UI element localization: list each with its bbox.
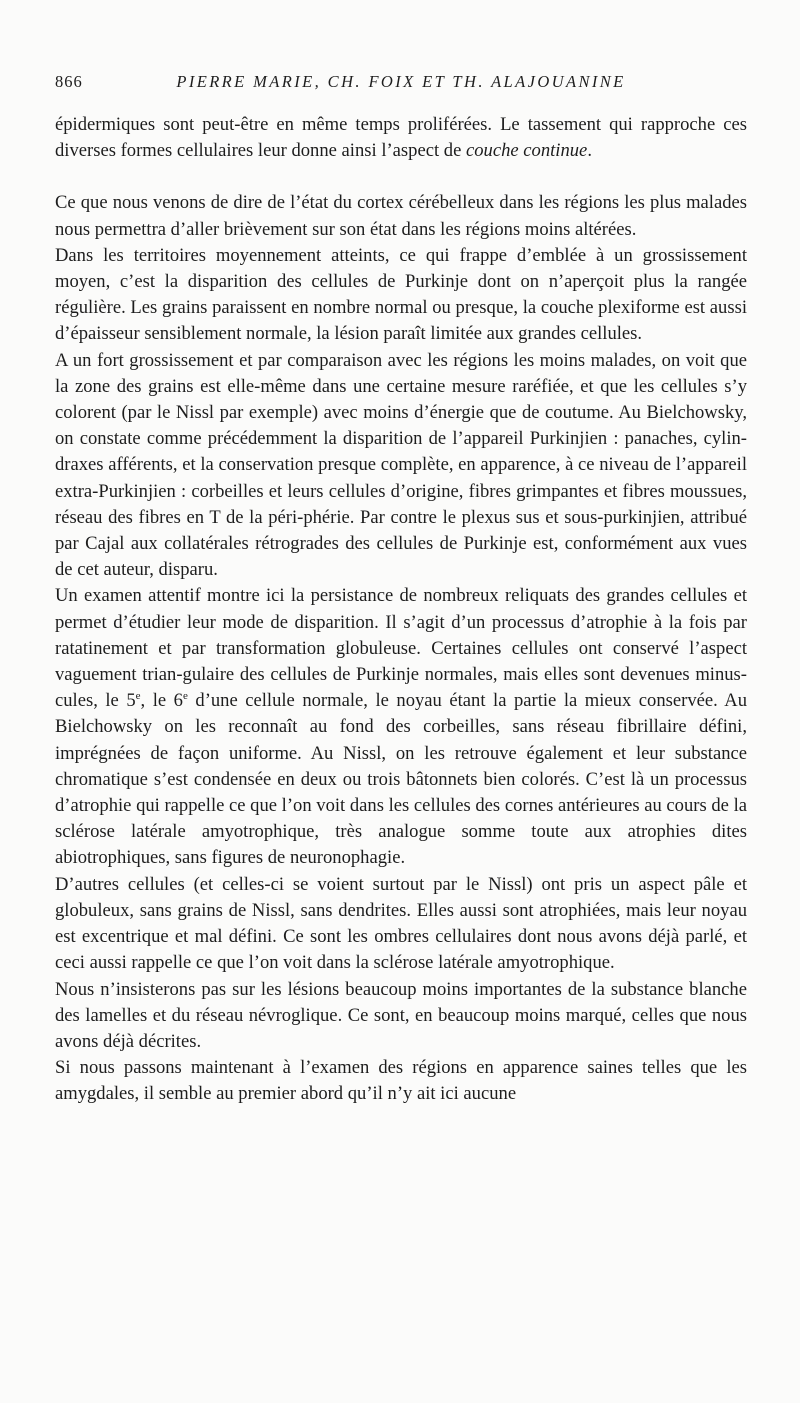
text-run: Un examen attentif montre ici la persistance de nombreux reliquats des grandes cellules et permet d’étudier leur mode de disparition. Il s’agit d’un processus d’atrophie à la fois par ratatinement et par transformation globuleuse. Certaines cellules ont conservé l’aspect vaguement trian-gulaire des cellules de Purkinje normales, mais elles sont devenues minus-cules, le 5 [55, 585, 747, 712]
paragraph: D’autres cellules (et celles-ci se voient surtout par le Nissl) ont pris un aspect pâle et globuleux, sans grains de Nissl, sans dendrites. Elles aussi sont atrophiées, mais leur noyau est excentrique et mal défini. Ce sont les ombres cellulaires dont nous avons déjà parlé, et ceci aussi rappelle ce que l’on voit dans la sclérose latérale amyotrophique. [55, 873, 747, 974]
emphasis: couche continue [465, 140, 588, 162]
paragraph: Nous n’insisterons pas sur les lésions beaucoup moins importantes de la substance blanche des lamelles et du réseau névroglique. Ce sont, en beaucoup moins marqué, celles que nous avons déjà décrites. [55, 978, 747, 1052]
paragraph: A un fort grossissement et par comparaison avec les régions les moins malades, on voit que la zone des grains est elle-même dans une certaine mesure raréfiée, et que les cellules s’y colorent (par le Nissl par exemple) avec moins d’énergie que de coutume. Au Bielchowsky, on constate comme précédemment la disparition de l’appareil Purkinjien : panaches, cylin-draxes afférents, et la conservation presque complète, en apparence, à ce niveau de l’appareil extra-Purkinjien : corbeilles et leurs cellules d’origine, fibres grimpantes et fibres moussues, réseau des fibres en T de la péri-phérie. Par contre le plexus sus et sous-purkinjien, attribué par Cajal aux collatérales rétrogrades des cellules de Purkinje est, conformément aux vues de cet auteur, disparu. [55, 349, 747, 581]
paragraph: Dans les territoires moyennement atteints, ce qui frappe d’emblée à un grossissement moyen, c’est la disparition des cellules de Purkinje dont on n’aperçoit plus la rangée régulière. Les grains paraissent en nombre normal ou presque, la couche plexiforme est aussi d’épaisseur sensiblement normale, la lésion paraît limitée aux grandes cellules. [55, 244, 747, 345]
text-run: , le 6 [140, 690, 183, 712]
text-run: d’une cellule normale, le noyau étant la partie la mieux conservée. Au Bielchowsky on les reconnaît au fond des corbeilles, sans réseau fibrillaire défini, imprégnées de façon uniforme. Au Nissl, on les retrouve également et leur substance chromatique s’est condensée en deux ou trois bâtonnets bien colorés. C’est là un processus d’atrophie qui rappelle ce que l’on voit dans les cellules des cornes antérieures au cours de la sclérose latérale amyotrophique, très analogue somme toute aux atrophies dites abiotrophiques, sans figures de neuronophagie. [55, 690, 747, 869]
paragraph: Ce que nous venons de dire de l’état du cortex cérébelleux dans les régions les plus malades nous permettra d’aller brièvement sur son état dans les régions moins altérées. [55, 192, 747, 240]
paragraph [55, 112, 747, 164]
superscript: e [135, 690, 141, 703]
text-run: épidermiques sont peut-être en même temps proliférées. Le tassement qui rapproche ces diverses formes cellulaires leur donne ainsi l’aspect de [55, 114, 747, 162]
page-header [55, 72, 747, 94]
page-number: 866 [55, 72, 83, 91]
superscript: e [182, 690, 188, 703]
paragraph: Si nous passons maintenant à l’examen des régions en apparence saines telles que les amygdales, il semble au premier abord qu’il n’y ait ici aucune [55, 1057, 747, 1105]
running-title: PIERRE MARIE, CH. FOIX ET TH. ALAJOUANINE [176, 72, 626, 91]
body-text [55, 112, 747, 1108]
text-run: . [587, 140, 592, 162]
paragraph [55, 583, 747, 871]
